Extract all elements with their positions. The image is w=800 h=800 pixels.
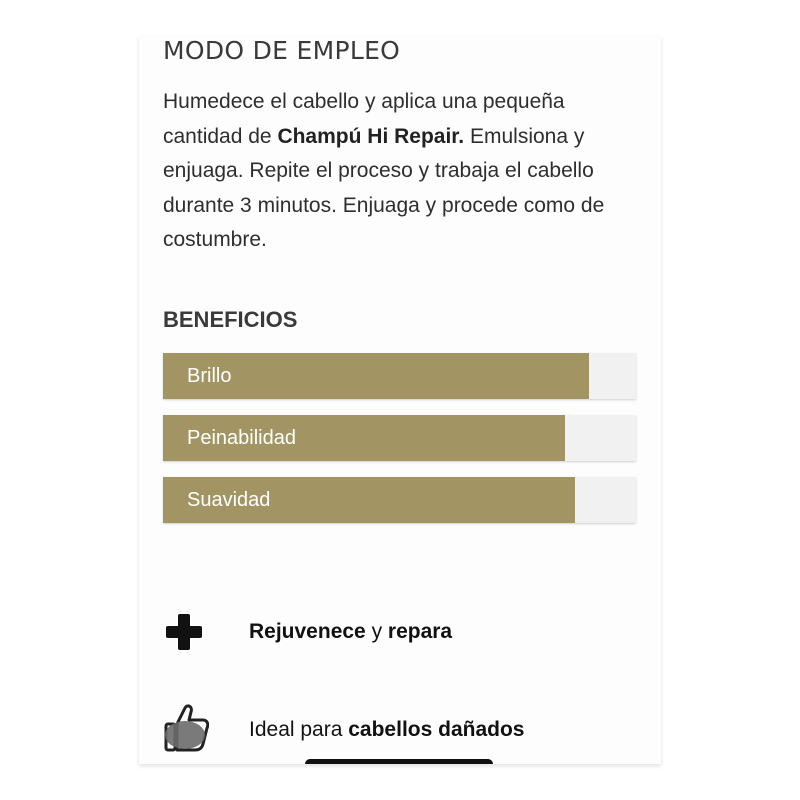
usage-text-part-1: Humedece el cabello y aplica una pequeña cantidad de (163, 90, 565, 148)
product-info-card (139, 36, 661, 764)
benefit-bar-brillo (163, 353, 636, 399)
feature-bold-word: cabellos dañados (348, 718, 525, 741)
feature-ideal-damaged-hair (249, 718, 524, 742)
home-indicator-bar[interactable] (305, 759, 493, 764)
benefit-bar-label: Suavidad (187, 489, 271, 511)
feature-rejuvenates (249, 620, 452, 644)
benefits-title: BENEFICIOS (163, 307, 298, 332)
usage-instructions (163, 85, 643, 258)
feature-plain-text: Ideal para (249, 718, 349, 741)
usage-title: MODO DE EMPLEO (163, 36, 401, 65)
benefit-bar-label: Peinabilidad (187, 427, 296, 449)
feature-bold-word: repara (387, 620, 453, 643)
plus-icon (163, 614, 205, 655)
usage-product-name: Champú Hi Repair. (277, 124, 465, 148)
usage-text-part-2: Emulsiona y enjuaga. Repite el proceso y trabaja el cabello durante 3 minutos. Enjuaga y procede como de costumbre. (163, 124, 605, 251)
benefit-bar-label: Brillo (187, 365, 232, 387)
benefit-bar-peinabilidad (163, 415, 636, 461)
benefit-bar-suavidad (163, 477, 636, 523)
thumbs-up-icon (163, 704, 209, 757)
feature-connector: y (365, 620, 388, 643)
feature-bold-word: Rejuvenece (249, 620, 366, 643)
